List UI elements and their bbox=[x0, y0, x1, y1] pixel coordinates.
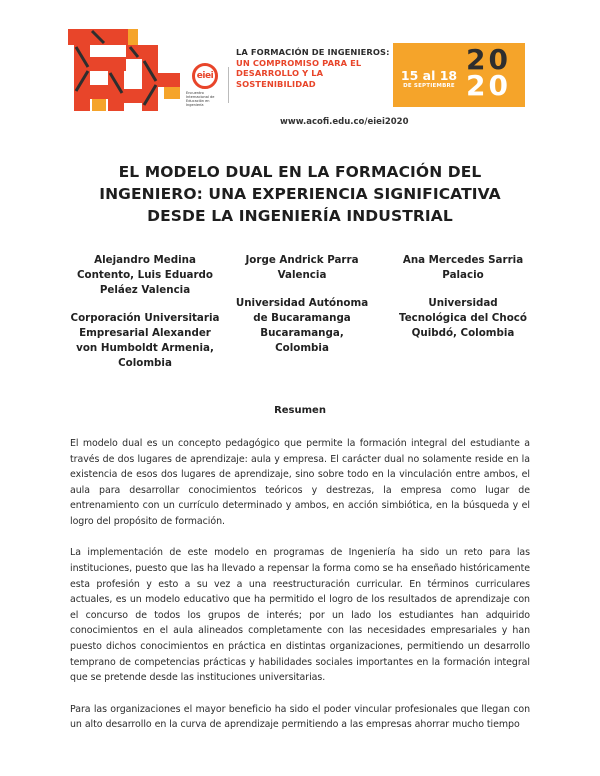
conference-logo-graphic bbox=[68, 27, 180, 111]
headline-line-1: LA FORMACIÓN DE INGENIEROS: bbox=[236, 47, 390, 57]
author-affiliation: Universidad Autónoma de Bucaramanga Bucaramanga, Colombia bbox=[235, 297, 369, 354]
author-names: Ana Mercedes Sarria Palacio bbox=[402, 254, 524, 281]
event-year bbox=[466, 43, 522, 102]
event-days: 15 al 18 bbox=[400, 68, 458, 83]
abstract-heading: Resumen bbox=[274, 405, 326, 416]
eiei-logo bbox=[186, 63, 226, 107]
date-panel bbox=[393, 43, 525, 107]
eiei-caption: Encuentro Internacional de Educación en Ingeniería bbox=[186, 91, 215, 107]
abstract-paragraph: El modelo dual es un concepto pedagógico que permite la formación integral del estudiante a través de dos lugares de aprendizaje: aula y empresa. El carácter dual no solamente reside en la existencia de esos dos lugares de aprendizaje, sino sobre todo en la vinculación entre ambos, el aula para desarrollar conocimientos teóricos y destrezas, la empresa como lugar de entrenamiento con un currículo determinado y ambos, en acción simbiótica, en la búsqueda y el logro del propósito de formación. bbox=[70, 438, 530, 527]
event-year-bottom: 20 bbox=[466, 69, 511, 102]
conference-banner bbox=[68, 27, 526, 127]
abstract-paragraph: La implementación de este modelo en programas de Ingeniería ha sido un reto para las instituciones, puesto que las ha llevado a repensar la forma como se ha enseñado históricamente esta profesión y esto a su vez a una reestructuración curricular. En términos curriculares actuales, es un modelo educativo que ha permitido el logro de los resultados de aprendizaje con el concurso de todos los grupos de interés; por un lado los estudiantes han adquirido conocimientos en el aula alineados completamente con las necesidades empresariales y han puesto dichos conocimientos en práctica en distintas organizaciones, permitiendo un desarrollo temprano de competencias prácticas y habilidades sociales importantes en la formación integral que se pretende desde las instituciones universitarias. bbox=[70, 547, 530, 684]
event-year-top: 20 bbox=[466, 43, 511, 76]
banner-divider bbox=[228, 67, 229, 103]
headline-line-2: UN COMPROMISO PARA EL bbox=[236, 57, 362, 68]
paper-title: EL MODELO DUAL EN LA FORMACIÓN DEL INGENIERO: UNA EXPERIENCIA SIGNIFICATIVA DESDE LA INGENIERÍA INDUSTRIAL bbox=[99, 163, 501, 225]
abstract-body bbox=[70, 436, 530, 748]
event-dates bbox=[397, 69, 461, 90]
event-month: DE SEPTIEMBRE bbox=[403, 83, 455, 89]
author-affiliation: Corporación Universitaria Empresarial Alexander von Humboldt Armenia, Colombia bbox=[70, 312, 220, 369]
abstract-paragraph: Para las organizaciones el mayor beneficio ha sido el poder vincular profesionales que llegan con un alto desarrollo en la curva de aprendizaje permitiendo a las empresas ahorrar mucho tiempo bbox=[70, 703, 530, 731]
headline-line-3: DESARROLLO Y LA SOSTENIBILIDAD bbox=[236, 68, 324, 89]
author-affiliation: Universidad Tecnológica del Chocó Quibdó, Colombia bbox=[399, 297, 527, 339]
conference-headline bbox=[236, 47, 394, 89]
author-names: Jorge Andrick Parra Valencia bbox=[245, 254, 359, 281]
eiei-badge: eiei bbox=[192, 63, 218, 89]
author-block-3 bbox=[395, 253, 531, 341]
conference-url[interactable]: www.acofi.edu.co/eiei2020 bbox=[280, 117, 409, 127]
author-block-2 bbox=[233, 253, 371, 356]
author-names: Alejandro Medina Contento, Luis Eduardo Peláez Valencia bbox=[76, 254, 214, 296]
author-block-1 bbox=[70, 253, 220, 371]
